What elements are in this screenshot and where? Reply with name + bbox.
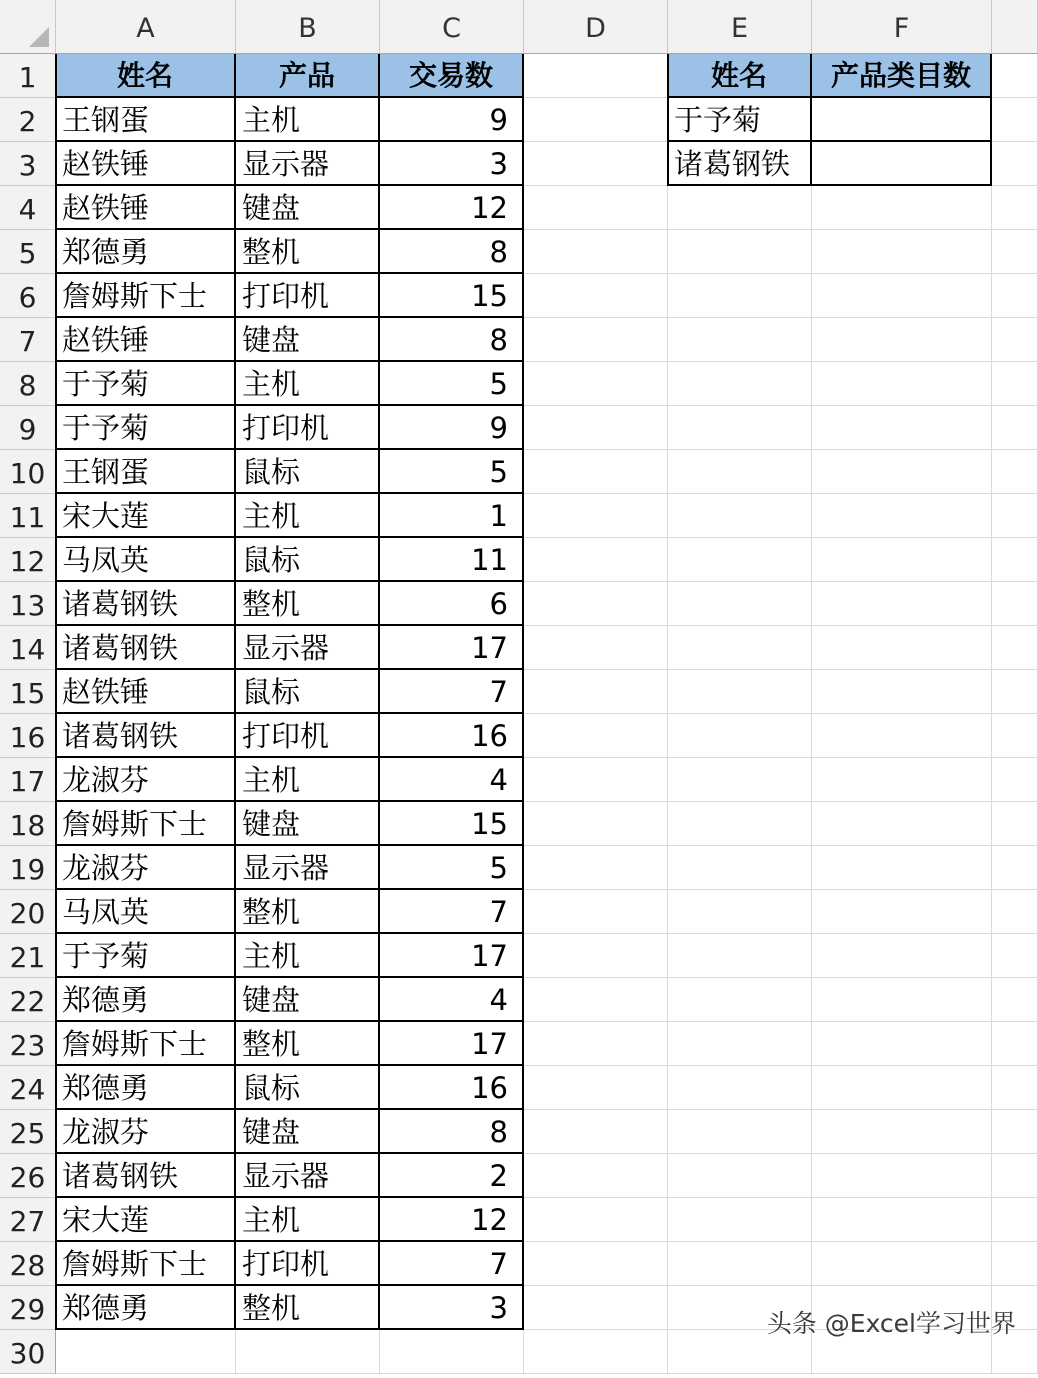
row-header[interactable]: 9 — [0, 406, 56, 450]
row-header[interactable]: 30 — [0, 1330, 56, 1374]
table-cell[interactable]: 7 — [380, 890, 524, 934]
row-header[interactable]: 3 — [0, 142, 56, 186]
table-cell[interactable]: 打印机 — [236, 274, 380, 318]
table-cell[interactable]: 赵铁锤 — [56, 318, 236, 362]
lookup-cell[interactable] — [812, 142, 992, 186]
grid-cell[interactable] — [668, 1110, 812, 1154]
main-table-left-border — [55, 54, 57, 1330]
grid-cell[interactable] — [668, 362, 812, 406]
table-cell[interactable]: 龙淑芬 — [56, 1110, 236, 1154]
table-cell[interactable]: 整机 — [236, 1022, 380, 1066]
table-cell[interactable]: 17 — [380, 1022, 524, 1066]
table-cell[interactable]: 键盘 — [236, 318, 380, 362]
grid-cell[interactable] — [668, 1022, 812, 1066]
row-header[interactable]: 17 — [0, 758, 56, 802]
grid-cell[interactable] — [668, 1066, 812, 1110]
grid-cell[interactable] — [992, 626, 1038, 670]
row-header[interactable]: 27 — [0, 1198, 56, 1242]
table-cell[interactable]: 12 — [380, 1198, 524, 1242]
row-header[interactable]: 16 — [0, 714, 56, 758]
grid-cell[interactable] — [812, 1066, 992, 1110]
table-cell[interactable]: 詹姆斯下士 — [56, 802, 236, 846]
grid-cell[interactable] — [668, 318, 812, 362]
grid-cell[interactable] — [524, 1242, 668, 1286]
grid-cell[interactable] — [524, 1330, 668, 1374]
table-cell[interactable]: 郑德勇 — [56, 1286, 236, 1330]
grid-cell[interactable] — [812, 362, 992, 406]
table-cell[interactable]: 5 — [380, 846, 524, 890]
row-header[interactable]: 24 — [0, 1066, 56, 1110]
row-header[interactable]: 29 — [0, 1286, 56, 1330]
column-header-f[interactable]: F — [812, 0, 992, 54]
table-cell[interactable]: 于予菊 — [56, 362, 236, 406]
row-header[interactable]: 6 — [0, 274, 56, 318]
table-cell[interactable]: 3 — [380, 142, 524, 186]
grid-cell[interactable] — [992, 538, 1038, 582]
grid-cell[interactable] — [524, 450, 668, 494]
row-header[interactable]: 2 — [0, 98, 56, 142]
table-cell[interactable]: 4 — [380, 758, 524, 802]
table-cell[interactable]: 鼠标 — [236, 450, 380, 494]
table-cell[interactable]: 1 — [380, 494, 524, 538]
grid-cell[interactable] — [812, 494, 992, 538]
table-cell[interactable]: 诸葛钢铁 — [56, 1154, 236, 1198]
grid-cell[interactable] — [524, 186, 668, 230]
grid-cell[interactable] — [524, 274, 668, 318]
grid-cell[interactable] — [524, 538, 668, 582]
table-cell[interactable]: 6 — [380, 582, 524, 626]
row-header[interactable]: 4 — [0, 186, 56, 230]
table-cell[interactable]: 9 — [380, 406, 524, 450]
grid-cell[interactable] — [668, 802, 812, 846]
grid-cell[interactable] — [668, 890, 812, 934]
table-cell[interactable]: 主机 — [236, 362, 380, 406]
grid-cell[interactable] — [524, 1110, 668, 1154]
grid-cell[interactable] — [524, 758, 668, 802]
grid-cell[interactable] — [812, 230, 992, 274]
grid-cell[interactable] — [812, 538, 992, 582]
grid-cell[interactable] — [524, 142, 668, 186]
grid-cell[interactable] — [992, 758, 1038, 802]
row-header[interactable]: 14 — [0, 626, 56, 670]
table-cell[interactable]: 8 — [380, 1110, 524, 1154]
table-header-cell[interactable]: 产品 — [236, 54, 380, 98]
lookup-cell[interactable]: 诸葛钢铁 — [668, 142, 812, 186]
table-cell[interactable]: 诸葛钢铁 — [56, 582, 236, 626]
table-cell[interactable]: 主机 — [236, 98, 380, 142]
grid-cell[interactable] — [668, 450, 812, 494]
row-header[interactable]: 19 — [0, 846, 56, 890]
table-cell[interactable]: 7 — [380, 670, 524, 714]
row-header[interactable]: 7 — [0, 318, 56, 362]
grid-cell[interactable] — [812, 318, 992, 362]
grid-cell[interactable] — [992, 978, 1038, 1022]
row-header[interactable]: 18 — [0, 802, 56, 846]
table-cell[interactable]: 3 — [380, 1286, 524, 1330]
grid-cell[interactable] — [524, 934, 668, 978]
table-cell[interactable]: 主机 — [236, 494, 380, 538]
grid-cell[interactable] — [668, 670, 812, 714]
table-cell[interactable]: 诸葛钢铁 — [56, 714, 236, 758]
grid-cell[interactable] — [992, 1242, 1038, 1286]
table-cell[interactable]: 宋大莲 — [56, 1198, 236, 1242]
grid-cell[interactable] — [812, 274, 992, 318]
grid-cell[interactable] — [380, 1330, 524, 1374]
table-cell[interactable]: 宋大莲 — [56, 494, 236, 538]
lookup-header-cell[interactable]: 姓名 — [668, 54, 812, 98]
grid-cell[interactable] — [812, 1242, 992, 1286]
column-header-a[interactable]: A — [56, 0, 236, 54]
select-all-corner[interactable] — [0, 0, 56, 54]
grid-cell[interactable] — [992, 450, 1038, 494]
table-cell[interactable]: 9 — [380, 98, 524, 142]
grid-cell[interactable] — [812, 582, 992, 626]
table-cell[interactable]: 鼠标 — [236, 1066, 380, 1110]
lookup-header-cell[interactable]: 产品类目数 — [812, 54, 992, 98]
table-cell[interactable]: 15 — [380, 802, 524, 846]
grid-cell[interactable] — [992, 1198, 1038, 1242]
table-cell[interactable]: 8 — [380, 318, 524, 362]
table-cell[interactable]: 键盘 — [236, 186, 380, 230]
table-header-cell[interactable]: 姓名 — [56, 54, 236, 98]
table-cell[interactable]: 王钢蛋 — [56, 98, 236, 142]
watermark: 头条 @Excel学习世界 — [766, 1309, 1016, 1338]
grid-cell[interactable] — [668, 1242, 812, 1286]
table-cell[interactable]: 打印机 — [236, 714, 380, 758]
grid-cell[interactable] — [668, 538, 812, 582]
grid-cell[interactable] — [992, 714, 1038, 758]
column-header-e[interactable]: E — [668, 0, 812, 54]
grid-cell[interactable] — [524, 582, 668, 626]
table-cell[interactable]: 11 — [380, 538, 524, 582]
table-cell[interactable]: 马凤英 — [56, 890, 236, 934]
table-cell[interactable]: 15 — [380, 274, 524, 318]
grid-cell[interactable] — [992, 934, 1038, 978]
grid-cell[interactable] — [992, 670, 1038, 714]
grid-cell[interactable] — [524, 1154, 668, 1198]
grid-cell[interactable] — [524, 362, 668, 406]
grid-cell[interactable] — [524, 1286, 668, 1330]
table-cell[interactable]: 马凤英 — [56, 538, 236, 582]
grid-cell[interactable] — [668, 186, 812, 230]
grid-cell[interactable] — [524, 670, 668, 714]
table-cell[interactable]: 打印机 — [236, 1242, 380, 1286]
grid-cell[interactable] — [236, 1330, 380, 1374]
grid-cell[interactable] — [812, 714, 992, 758]
grid-cell[interactable] — [812, 890, 992, 934]
grid-cell[interactable] — [992, 1066, 1038, 1110]
grid-cell[interactable] — [812, 978, 992, 1022]
table-cell[interactable]: 于予菊 — [56, 934, 236, 978]
grid-cell[interactable] — [668, 230, 812, 274]
table-cell[interactable]: 郑德勇 — [56, 1066, 236, 1110]
grid-cell[interactable] — [992, 1154, 1038, 1198]
grid-cell[interactable] — [992, 142, 1038, 186]
table-cell[interactable]: 赵铁锤 — [56, 142, 236, 186]
table-cell[interactable]: 于予菊 — [56, 406, 236, 450]
grid-cell[interactable] — [524, 846, 668, 890]
table-cell[interactable]: 4 — [380, 978, 524, 1022]
table-cell[interactable]: 主机 — [236, 758, 380, 802]
row-header[interactable]: 11 — [0, 494, 56, 538]
table-cell[interactable]: 龙淑芬 — [56, 846, 236, 890]
grid-cell[interactable] — [812, 1198, 992, 1242]
row-header[interactable]: 12 — [0, 538, 56, 582]
table-cell[interactable]: 12 — [380, 186, 524, 230]
table-cell[interactable]: 17 — [380, 626, 524, 670]
grid-cell[interactable] — [992, 890, 1038, 934]
lookup-cell[interactable] — [812, 98, 992, 142]
grid-cell[interactable] — [992, 318, 1038, 362]
grid-cell[interactable] — [992, 494, 1038, 538]
grid-cell[interactable] — [668, 934, 812, 978]
row-header[interactable]: 26 — [0, 1154, 56, 1198]
grid-cell[interactable] — [668, 274, 812, 318]
table-cell[interactable]: 键盘 — [236, 802, 380, 846]
row-header[interactable]: 5 — [0, 230, 56, 274]
table-cell[interactable]: 主机 — [236, 934, 380, 978]
row-header[interactable]: 21 — [0, 934, 56, 978]
column-header-b[interactable]: B — [236, 0, 380, 54]
grid-cell[interactable] — [668, 714, 812, 758]
row-header[interactable]: 10 — [0, 450, 56, 494]
table-cell[interactable]: 2 — [380, 1154, 524, 1198]
grid-cell[interactable] — [524, 714, 668, 758]
grid-cell[interactable] — [812, 186, 992, 230]
grid-cell[interactable] — [524, 978, 668, 1022]
table-cell[interactable]: 整机 — [236, 230, 380, 274]
table-cell[interactable]: 郑德勇 — [56, 230, 236, 274]
table-cell[interactable]: 鼠标 — [236, 538, 380, 582]
grid-cell[interactable] — [812, 1022, 992, 1066]
grid-cell[interactable] — [812, 450, 992, 494]
table-header-cell[interactable]: 交易数 — [380, 54, 524, 98]
grid-cell[interactable] — [992, 802, 1038, 846]
grid-cell[interactable] — [992, 274, 1038, 318]
table-cell[interactable]: 键盘 — [236, 978, 380, 1022]
table-cell[interactable]: 8 — [380, 230, 524, 274]
row-header[interactable]: 15 — [0, 670, 56, 714]
grid-cell[interactable] — [812, 934, 992, 978]
row-header[interactable]: 20 — [0, 890, 56, 934]
table-cell[interactable]: 键盘 — [236, 1110, 380, 1154]
table-cell[interactable]: 龙淑芬 — [56, 758, 236, 802]
column-header-g[interactable] — [992, 0, 1038, 54]
grid-cell[interactable] — [992, 846, 1038, 890]
row-header[interactable]: 25 — [0, 1110, 56, 1154]
table-cell[interactable]: 显示器 — [236, 1154, 380, 1198]
lookup-table-left-border — [667, 54, 669, 186]
row-header[interactable]: 1 — [0, 54, 56, 98]
grid-cell[interactable] — [668, 582, 812, 626]
grid-cell[interactable] — [668, 1154, 812, 1198]
table-cell[interactable]: 詹姆斯下士 — [56, 1022, 236, 1066]
table-cell[interactable]: 5 — [380, 450, 524, 494]
table-cell[interactable]: 显示器 — [236, 142, 380, 186]
grid-cell[interactable] — [524, 1198, 668, 1242]
grid-cell[interactable] — [524, 890, 668, 934]
table-cell[interactable]: 王钢蛋 — [56, 450, 236, 494]
grid-cell[interactable] — [812, 1154, 992, 1198]
grid-cell[interactable] — [812, 846, 992, 890]
grid-cell[interactable] — [668, 494, 812, 538]
grid-cell[interactable] — [668, 406, 812, 450]
grid-cell[interactable] — [992, 582, 1038, 626]
row-header[interactable]: 8 — [0, 362, 56, 406]
grid-cell[interactable] — [992, 1022, 1038, 1066]
grid-cell[interactable] — [524, 1022, 668, 1066]
select-all-triangle-icon — [29, 27, 49, 47]
grid-cell[interactable] — [812, 626, 992, 670]
row-header[interactable]: 23 — [0, 1022, 56, 1066]
grid-cell[interactable] — [992, 98, 1038, 142]
grid-cell[interactable] — [524, 1066, 668, 1110]
table-cell[interactable]: 5 — [380, 362, 524, 406]
table-cell[interactable]: 诸葛钢铁 — [56, 626, 236, 670]
grid-cell[interactable] — [668, 846, 812, 890]
table-cell[interactable]: 詹姆斯下士 — [56, 1242, 236, 1286]
grid-cell[interactable] — [524, 802, 668, 846]
grid-cell[interactable] — [668, 978, 812, 1022]
row-header[interactable]: 22 — [0, 978, 56, 1022]
table-cell[interactable]: 打印机 — [236, 406, 380, 450]
table-cell[interactable]: 7 — [380, 1242, 524, 1286]
grid-cell[interactable] — [524, 318, 668, 362]
grid-cell[interactable] — [524, 230, 668, 274]
table-cell[interactable]: 整机 — [236, 582, 380, 626]
grid-cell[interactable] — [812, 1110, 992, 1154]
grid-cell[interactable] — [812, 406, 992, 450]
grid-cell[interactable] — [524, 406, 668, 450]
grid-cell[interactable] — [992, 54, 1038, 98]
grid-cell[interactable] — [992, 186, 1038, 230]
grid-cell[interactable] — [812, 758, 992, 802]
table-cell[interactable]: 赵铁锤 — [56, 186, 236, 230]
grid-cell[interactable] — [524, 98, 668, 142]
table-cell[interactable]: 16 — [380, 1066, 524, 1110]
grid-cell[interactable] — [992, 230, 1038, 274]
table-cell[interactable]: 17 — [380, 934, 524, 978]
table-cell[interactable]: 显示器 — [236, 626, 380, 670]
grid-cell[interactable] — [668, 1198, 812, 1242]
table-cell[interactable]: 鼠标 — [236, 670, 380, 714]
grid-cell[interactable] — [524, 626, 668, 670]
table-cell[interactable]: 16 — [380, 714, 524, 758]
table-cell[interactable]: 詹姆斯下士 — [56, 274, 236, 318]
grid-cell[interactable] — [524, 494, 668, 538]
table-cell[interactable]: 郑德勇 — [56, 978, 236, 1022]
grid-cell[interactable] — [668, 758, 812, 802]
grid-cell[interactable] — [992, 1110, 1038, 1154]
grid-cell[interactable] — [992, 406, 1038, 450]
lookup-cell[interactable]: 于予菊 — [668, 98, 812, 142]
grid-cell[interactable] — [668, 626, 812, 670]
table-cell[interactable]: 整机 — [236, 890, 380, 934]
table-cell[interactable]: 整机 — [236, 1286, 380, 1330]
grid-cell[interactable] — [812, 670, 992, 714]
table-cell[interactable]: 赵铁锤 — [56, 670, 236, 714]
column-header-c[interactable]: C — [380, 0, 524, 54]
grid-cell[interactable] — [524, 54, 668, 98]
grid-cell[interactable] — [812, 802, 992, 846]
table-cell[interactable]: 主机 — [236, 1198, 380, 1242]
row-header[interactable]: 13 — [0, 582, 56, 626]
table-cell[interactable]: 显示器 — [236, 846, 380, 890]
grid-cell[interactable] — [56, 1330, 236, 1374]
row-header[interactable]: 28 — [0, 1242, 56, 1286]
column-header-d[interactable]: D — [524, 0, 668, 54]
grid-cell[interactable] — [992, 362, 1038, 406]
